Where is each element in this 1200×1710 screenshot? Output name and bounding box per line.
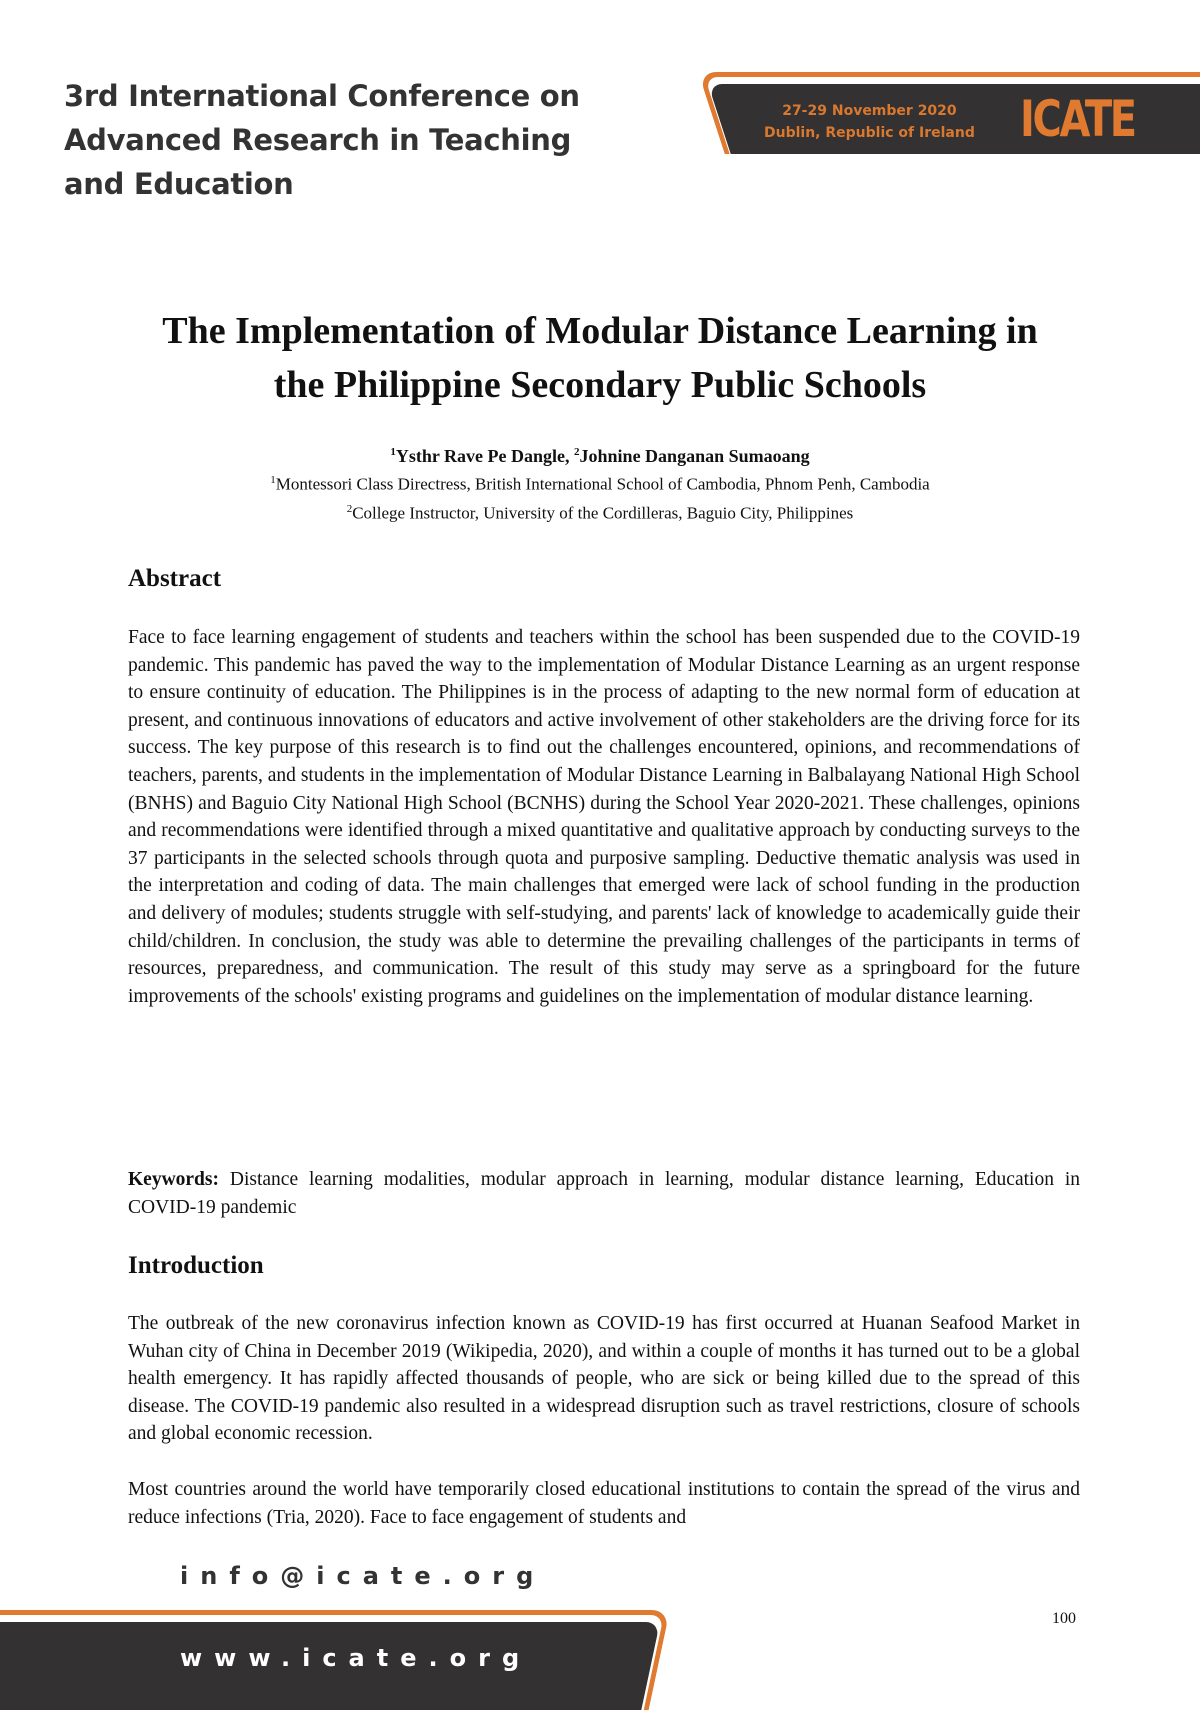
conference-title-line: 3rd International Conference on xyxy=(64,79,580,113)
affiliation-text: Montessori Class Directress, British International School of Cambodia, Phnom Penh, Cambodia xyxy=(275,474,930,494)
event-location: Dublin, Republic of Ireland xyxy=(764,125,975,141)
title-line: The Implementation of Modular Distance Learning in xyxy=(162,310,1038,352)
author-1: Ysthr Rave Pe Dangle, xyxy=(395,446,575,466)
page-number: 100 xyxy=(1052,1610,1076,1627)
paper-title xyxy=(100,304,1100,412)
keywords xyxy=(128,1166,1080,1221)
footer-website[interactable]: www.icate.org xyxy=(180,1644,532,1672)
title-line: the Philippine Secondary Public Schools xyxy=(273,364,927,406)
banner-event-info xyxy=(764,100,975,144)
intro-paragraph-2: Most countries around the world have temporarily closed educational institutions to contain the spread of the virus and reduce infections (Tria, 2020). Face to face engagement of students and xyxy=(128,1479,1080,1528)
header-banner xyxy=(698,72,1200,154)
event-dates: 27-29 November 2020 xyxy=(782,103,957,119)
conference-title-line: and Education xyxy=(64,167,294,201)
author-sup: 2 xyxy=(574,446,580,458)
affiliation-1 xyxy=(100,468,1100,497)
keywords-list: Distance learning modalities, modular approach in learning, modular distance learning, Education in COVID-19 pandemic xyxy=(128,1169,1080,1218)
author-2: Johnine Danganan Sumaoang xyxy=(579,446,810,466)
keywords-label: Keywords: xyxy=(128,1169,219,1190)
icate-logo: ICATE xyxy=(1020,90,1135,148)
affiliation-2 xyxy=(100,497,1100,526)
author-names xyxy=(100,440,1100,468)
author-sup: 1 xyxy=(390,446,396,458)
abstract-heading: Abstract xyxy=(128,565,222,592)
conference-title-line: Advanced Research in Teaching xyxy=(64,123,572,157)
footer-email[interactable]: info@icate.org xyxy=(180,1562,546,1590)
conference-title xyxy=(64,74,580,206)
introduction-heading: Introduction xyxy=(128,1252,264,1279)
affiliation-text: College Instructor, University of the Cordilleras, Baguio City, Philippines xyxy=(352,503,854,523)
authors-block xyxy=(100,440,1100,525)
abstract-text: Face to face learning engagement of students and teachers within the school has been suspended due to the COVID-19 pandemic. This pandemic has paved the way to the implementation of Modular Distance Learning as an urgent response to ensure continuity of education. The Philippines is in the process of adapting to the new normal form of education at present, and continuous innovations of educators and active involvement of other stakeholders are the driving force for its success. The key purpose of this research is to find out the challenges encountered, opinions, and recommendations of teachers, parents, and students in the implementation of Modular Distance Learning in Balbalayang National High School (BNHS) and Baguio City National High School (BCNHS) during the School Year 2020-2021. These challenges, opinions and recommendations were identified through a mixed quantitative and qualitative approach by conducting surveys to the 37 participants in the selected schools through quota and purposive sampling. Deductive thematic analysis was used in the interpretation and coding of data. The main challenges that emerged were lack of school funding in the production and delivery of modules; students struggle with self-studying, and parents' lack of knowledge to academically guide their child/children. In conclusion, the study was able to determine the prevailing challenges of the participants in terms of resources, preparedness, and communication. The result of this study may serve as a springboard for the future improvements of the schools' existing programs and guidelines on the implementation of modular distance learning. xyxy=(128,627,1080,1007)
affiliation-sup: 2 xyxy=(346,502,353,515)
intro-paragraph-1: The outbreak of the new coronavirus infection known as COVID-19 has first occurred at Huanan Seafood Market in Wuhan city of China in December 2019 (Wikipedia, 2020), and within a couple of months it has turned out to be a global health emergency. It has rapidly affected thousands of people, who are sick or being killed due to the spread of this disease. The COVID-19 pandemic also resulted in a widespread disruption such as travel restrictions, closure of schools and global economic recession. xyxy=(128,1313,1080,1445)
affiliation-sup: 1 xyxy=(270,474,276,486)
